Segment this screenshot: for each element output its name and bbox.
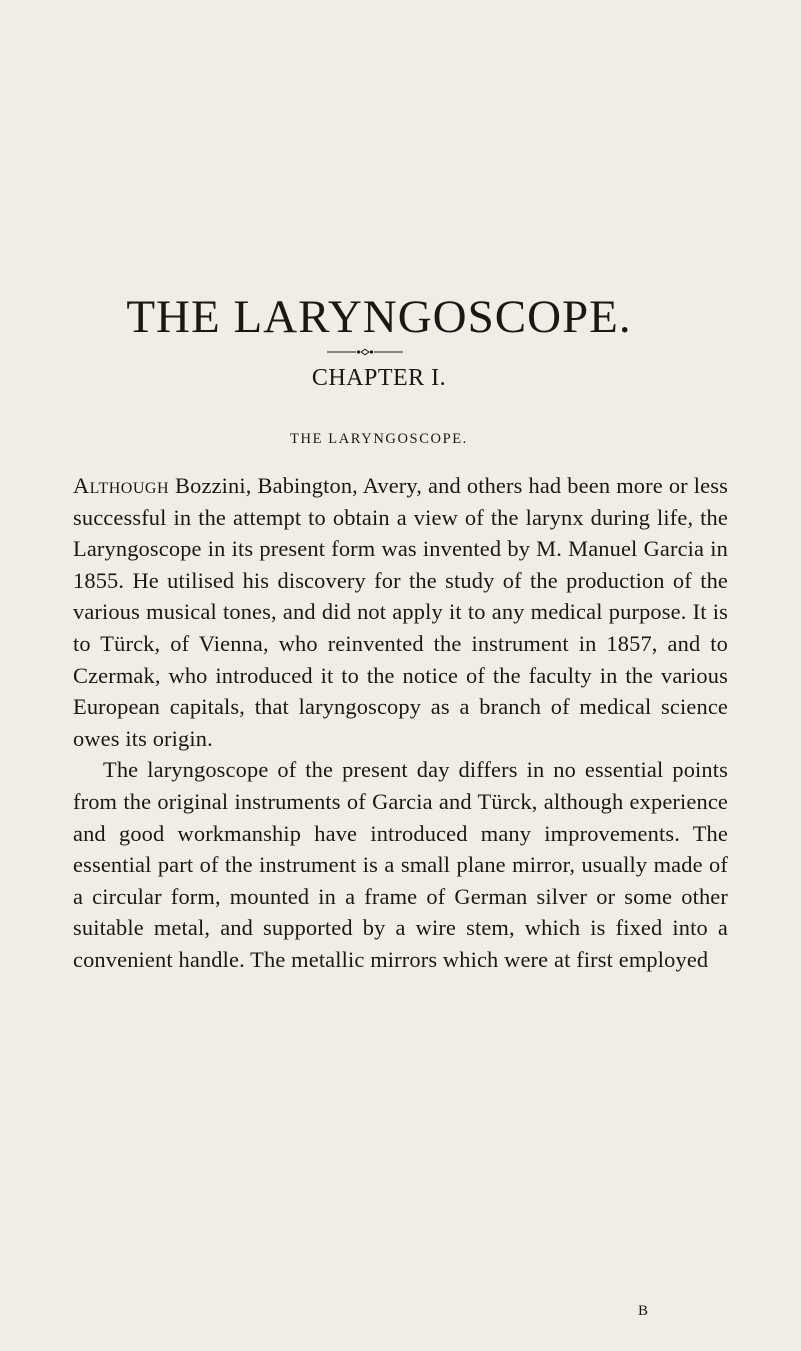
- ornament-diamond: [361, 349, 369, 355]
- ornament-dot-right: [370, 350, 373, 353]
- paragraph-lead-word: Although: [73, 473, 170, 498]
- body-text: [73, 470, 728, 976]
- chapter-subtitle: THE LARYNGOSCOPE.: [290, 431, 468, 447]
- chapter-heading: CHAPTER I.: [311, 365, 447, 391]
- ornament-dot-left: [357, 350, 360, 353]
- signature-mark: B: [638, 1303, 649, 1319]
- paragraph-text: Bozzini, Babington, Avery, and others had been more or less successful in the attempt to obtain a view of the larynx during life, the Laryngoscope in its present form was invented by M. Manuel Garcia in 1855. He utilised his discovery for the study of the production of the various musical tones, and did not apply it to any medical purpose. It is to Türck, of Vienna, who reinvented the instrument in 1857, and to Czermak, who introduced it to the notice of the faculty in the various European capitals, that laryngoscopy as a branch of medical science owes its origin.: [73, 473, 728, 751]
- paragraph: The laryngoscope of the present day differs in no essential points from the original instruments of Garcia and Türck, although experience and good workmanship have introduced many improvements. The essential part of the instrument is a small plane mirror, usually made of a circular form, mounted in a frame of German silver or some other suitable metal, and supported by a wire stem, which is fixed into a convenient handle. The metallic mirrors which were at first employed: [73, 757, 728, 972]
- ornament-rule: [327, 347, 403, 357]
- page-title: THE LARYNGOSCOPE.: [126, 291, 632, 343]
- paragraph: [73, 470, 728, 754]
